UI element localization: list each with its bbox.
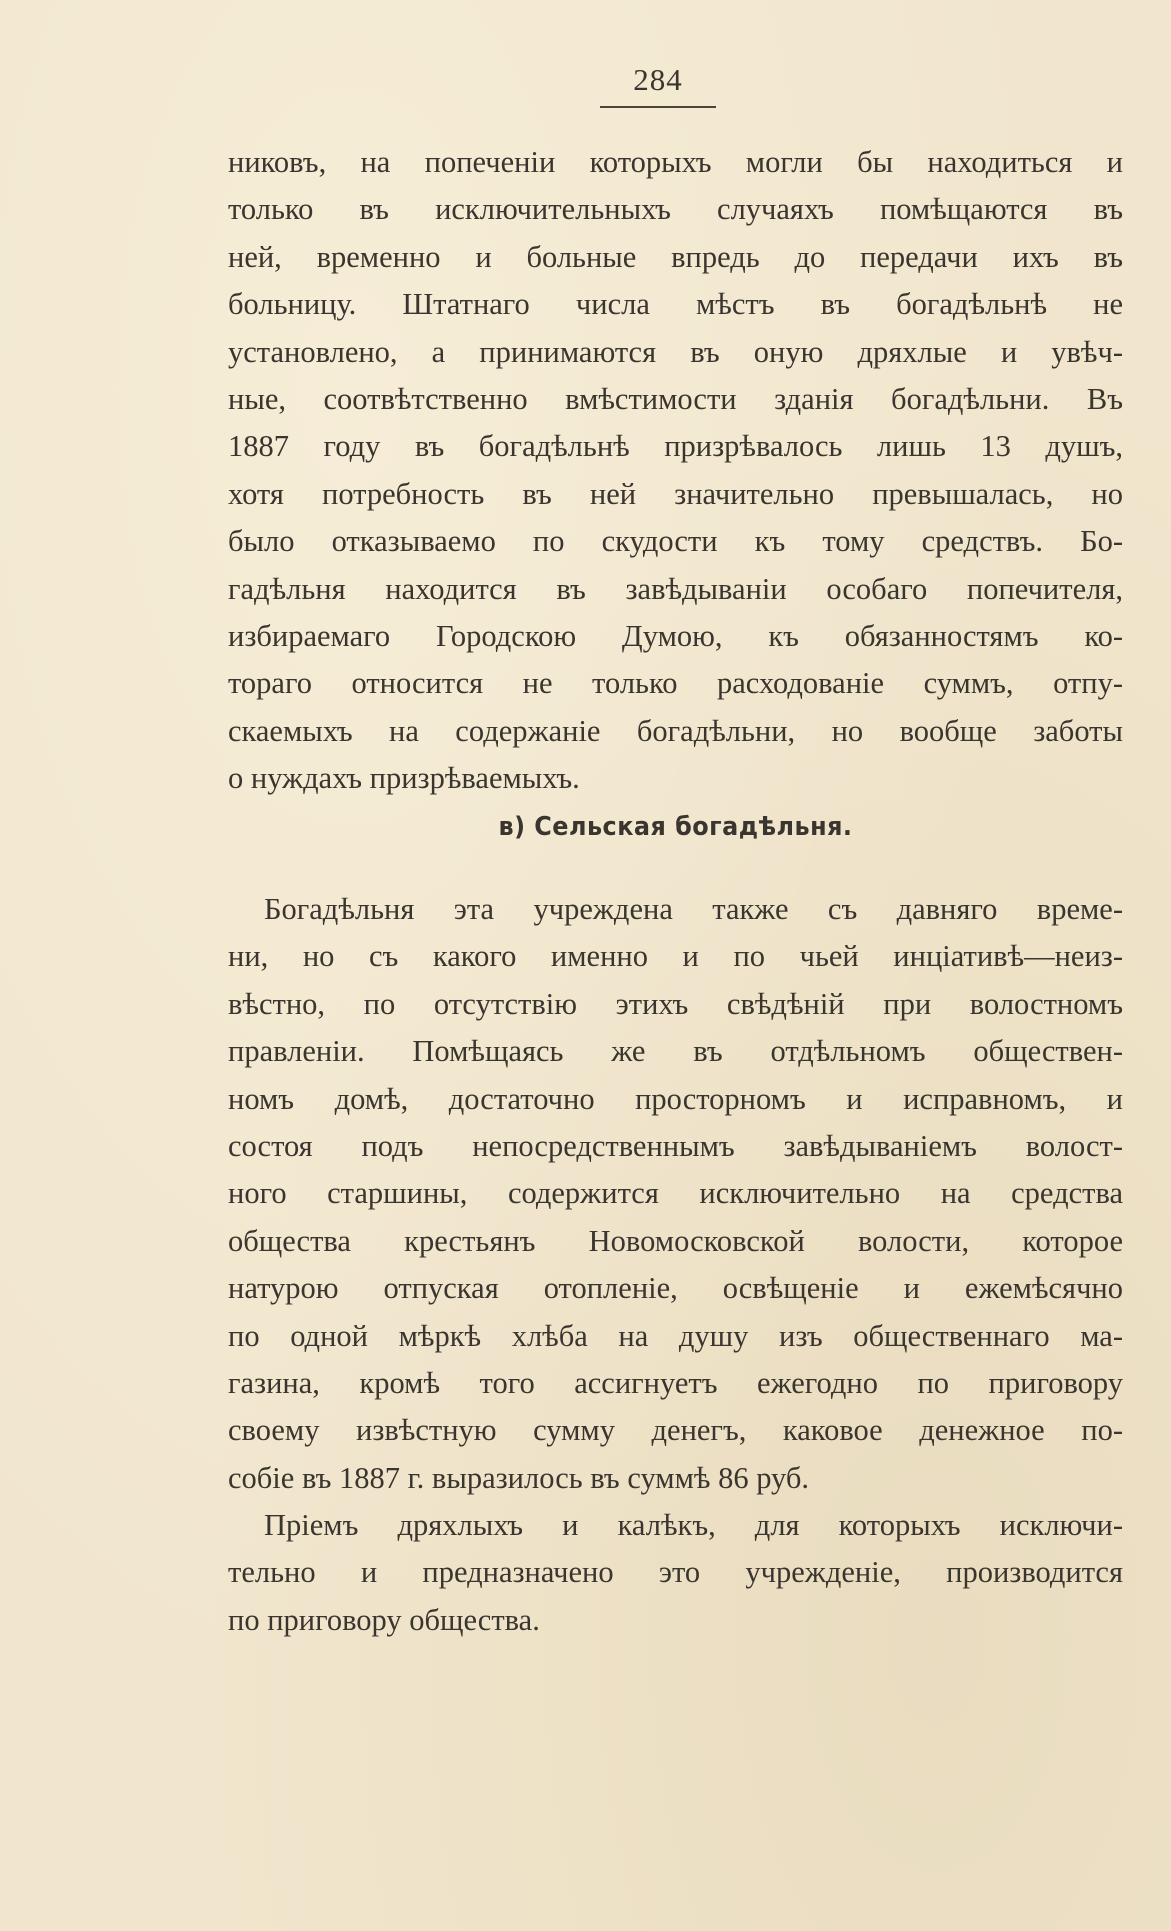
text-line: по приговору общества. — [228, 1602, 540, 1637]
text-line: по одной мѣркѣ хлѣба на душу изъ общественнаго ма- — [228, 1318, 1123, 1353]
text-line: было отказываемо по скудости къ тому средствъ. Бо- — [228, 524, 1123, 559]
text-line: общества крестьянъ Новомосковской волости, которое — [228, 1223, 1123, 1258]
text-line: тельно и предназначено это учрежденіе, производится — [228, 1555, 1123, 1590]
text-line: тораго относится не только расходованіе суммъ, отпу- — [228, 666, 1123, 701]
text-line: никовъ, на попеченіи которыхъ могли бы находиться и — [228, 145, 1123, 179]
text-line: состоя подъ непосредственнымъ завѣдываніемъ волост- — [228, 1128, 1123, 1163]
text-line: о нуждахъ призрѣваемыхъ. — [228, 761, 580, 796]
text-line: хотя потребность въ ней значительно превышалась, но — [228, 476, 1123, 511]
text-line: избираемаго Городскою Думою, къ обязанностямъ ко- — [228, 618, 1123, 653]
text-line: газина, кромѣ того ассигнуетъ ежегодно по приговору — [228, 1365, 1123, 1400]
text-line: Богадѣльня эта учреждена также съ давняго време- — [264, 892, 1123, 926]
text-line: гадѣльня находится въ завѣдываніи особаго попечителя, — [228, 571, 1123, 606]
text-line: Пріемъ дряхлыхъ и калѣкъ, для которыхъ исключи- — [264, 1508, 1123, 1543]
text-line: ни, но съ какого именно и по чьей инціативѣ—неиз- — [228, 939, 1123, 974]
paragraph-continued — [228, 139, 1123, 802]
text-line: собіе въ 1887 г. выразилось въ суммѣ 86 руб. — [228, 1460, 810, 1495]
text-line: только въ исключительныхъ случаяхъ помѣщаются въ — [228, 192, 1123, 227]
page-number: 284 — [633, 62, 683, 97]
text-line: ные, соотвѣтственно вмѣстимости зданія богадѣльни. Въ — [228, 381, 1123, 416]
text-line: правленіи. Помѣщаясь же въ отдѣльномъ обществен- — [228, 1034, 1123, 1069]
text-line: номъ домѣ, достаточно просторномъ и исправномъ, и — [228, 1081, 1123, 1116]
section-heading: в) Сельская богадѣльня. — [498, 812, 853, 842]
page-number-rule — [600, 106, 716, 108]
text-line: 1887 году въ богадѣльнѣ призрѣвалось лишь 13 душъ, — [228, 429, 1123, 464]
text-line: вѣстно, по отсутствію этихъ свѣдѣній при волостномъ — [228, 986, 1123, 1021]
text-line: скаемыхъ на содержаніе богадѣльни, но вообще заботы — [228, 713, 1123, 748]
text-line: ней, временно и больные впредь до передачи ихъ въ — [228, 239, 1123, 274]
section-body — [228, 886, 1123, 1644]
text-line: ного старшины, содержится исключительно на средства — [228, 1176, 1123, 1211]
text-line: натурою отпуская отопленіе, освѣщеніе и ежемѣсячно — [228, 1271, 1123, 1306]
text-line: своему извѣстную сумму денегъ, каковое денежное по- — [228, 1413, 1123, 1448]
text-line: установлено, а принимаются въ оную дряхлые и увѣч- — [228, 334, 1123, 369]
text-line: больницу. Штатнаго числа мѣстъ въ богадѣльнѣ не — [228, 287, 1123, 322]
